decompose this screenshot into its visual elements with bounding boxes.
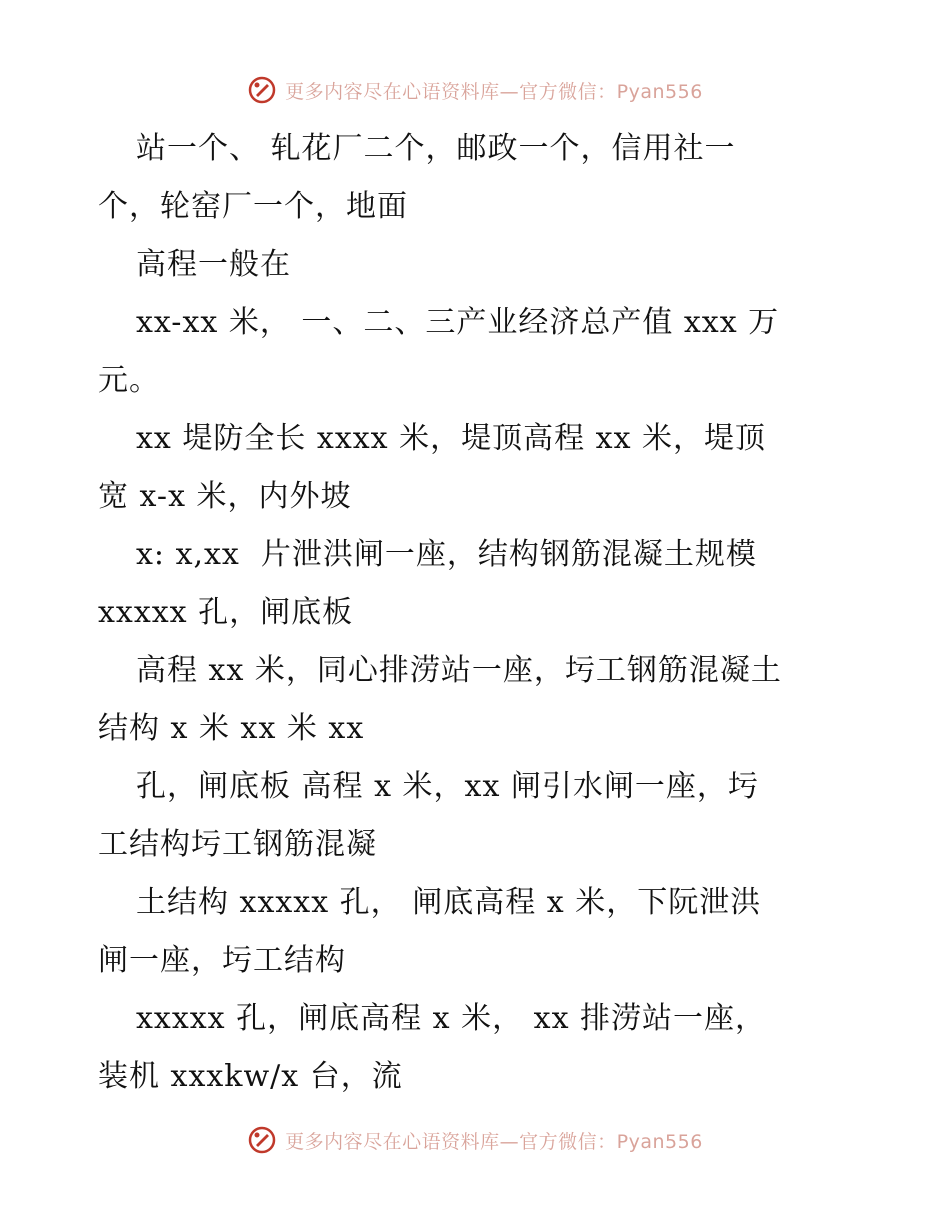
text-line: 个，轮窑厂一个，地面 <box>98 189 408 224</box>
watermark-footer <box>0 1120 950 1160</box>
text-line: 站一个、 轧花厂二个，邮政一个，信用社一 <box>136 131 736 166</box>
logo-icon <box>247 75 277 105</box>
text-line: 元。 <box>98 363 160 398</box>
logo-icon <box>247 1125 277 1155</box>
watermark-text: 更多内容尽在心语资料库—官方微信：Pyan556 <box>285 1130 703 1153</box>
text-line: xxxxx 孔，闸底高程 x 米， xx 排涝站一座， <box>136 1001 767 1036</box>
text-line: 高程一般在 <box>136 247 291 282</box>
text-line: 闸一座，圬工结构 <box>98 943 346 978</box>
text-line: 高程 xx 米，同心排涝站一座，圬工钢筋混凝土 <box>136 653 782 688</box>
text-line: xxxxx 孔，闸底板 <box>98 595 354 630</box>
text-line: 土结构 xxxxx 孔， 闸底高程 x 米，下阮泄洪 <box>136 885 762 920</box>
text-line: xx-xx 米， 一、二、三产业经济总产值 xxx 万 <box>136 305 780 340</box>
text-line: 宽 x-x 米，内外坡 <box>98 479 352 514</box>
text-line: 孔，闸底板 高程 x 米，xx 闸引水闸一座，圬 <box>136 769 759 804</box>
document-body <box>98 120 858 1106</box>
text-line: 结构 x 米 xx 米 xx <box>98 711 365 746</box>
watermark-text: 更多内容尽在心语资料库—官方微信：Pyan556 <box>285 80 703 103</box>
watermark-header <box>0 70 950 110</box>
text-line: 工结构圬工钢筋混凝 <box>98 827 377 862</box>
text-line: xx 堤防全长 xxxx 米，堤顶高程 xx 米，堤顶 <box>136 421 767 456</box>
text-line: 装机 xxxkw/x 台，流 <box>98 1059 403 1094</box>
text-line: x: x,xx 片泄洪闸一座，结构钢筋混凝土规模 <box>136 537 757 572</box>
